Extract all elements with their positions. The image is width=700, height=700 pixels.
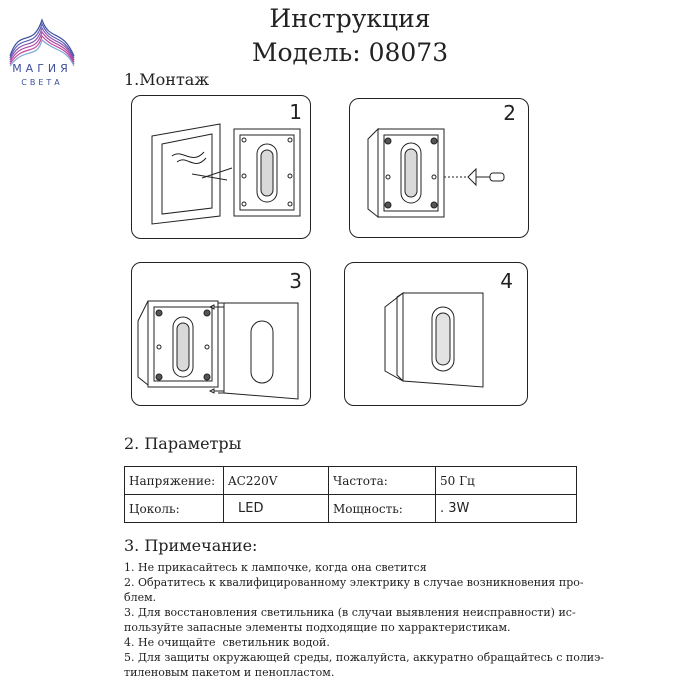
list-item: пользуйте запасные элементы подходящие по харрактеристикам.	[124, 621, 511, 634]
list-item: блем.	[124, 591, 157, 604]
list-item: 4. Не очищайте светильник водой.	[124, 636, 330, 649]
section-parameters-heading: 2. Параметры	[124, 434, 242, 453]
notes-list	[124, 560, 605, 680]
list-item: 2. Обратитесь к квалифицированному электрику в случае возникновения про-	[124, 576, 584, 589]
power-value: . 3W	[436, 495, 577, 523]
model-title: Модель: 08073	[251, 38, 449, 67]
list-item: 3. Для восстановления светильника (в случаи выявления неисправности) ис-	[124, 606, 576, 619]
parameters-table	[124, 466, 577, 523]
list-item: 1. Не прикасайтесь к лампочке, когда она светится	[124, 561, 427, 574]
brand-name: МАГИЯ	[12, 62, 72, 75]
list-item: тиленовым пакетом и пенопластом.	[124, 666, 335, 679]
brand-subtitle: СВЕТА	[21, 78, 63, 87]
voltage-value: AC220V	[224, 467, 329, 495]
step-1-illustration	[132, 96, 310, 238]
step-2-panel	[349, 98, 529, 238]
step-3-number: 3	[289, 269, 302, 293]
step-3-panel	[131, 262, 311, 406]
power-label: Мощность:	[329, 495, 436, 523]
step-2-illustration	[350, 99, 528, 237]
step-1-number: 1	[289, 100, 302, 124]
step-4-illustration	[345, 263, 527, 405]
list-item: 5. Для защиты окружающей среды, пожалуйста, аккуратно обращайтесь с полиэ-	[124, 651, 605, 664]
page-title: Инструкция	[269, 4, 431, 33]
step-2-number: 2	[503, 101, 516, 125]
voltage-label: Напряжение:	[125, 467, 224, 495]
step-1-panel	[131, 95, 311, 239]
step-3-illustration	[132, 263, 310, 405]
step-4-panel	[344, 262, 528, 406]
base-label: Цоколь:	[125, 495, 224, 523]
step-4-number: 4	[500, 269, 513, 293]
table-row	[125, 495, 577, 523]
frequency-label: Частота:	[329, 467, 436, 495]
frequency-value: 50 Гц	[436, 467, 577, 495]
base-value: LED	[224, 495, 329, 523]
section-notes-heading: 3. Примечание:	[124, 536, 258, 555]
table-row	[125, 467, 577, 495]
section-mounting-heading: 1.Монтаж	[124, 70, 210, 89]
